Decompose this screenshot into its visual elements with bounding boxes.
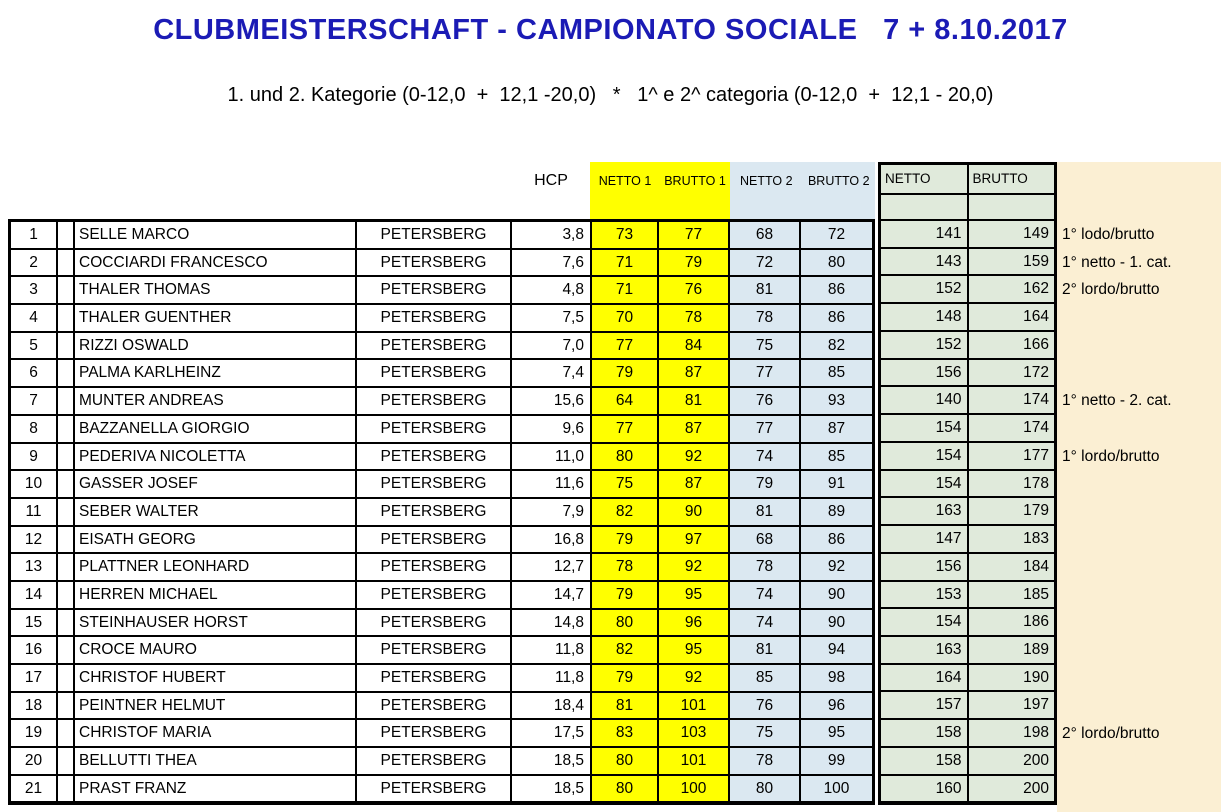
brutto2-cell: 95 (801, 720, 872, 746)
netto-total-cell: 156 (881, 360, 967, 386)
netto1-cell: 78 (592, 554, 657, 580)
brutto2-column-header: BRUTTO 2 (807, 174, 870, 188)
rank-cell: 4 (11, 305, 56, 331)
hcp-cell: 9,6 (512, 416, 590, 442)
spacer-cell (58, 471, 73, 497)
netto-total-cell: 156 (881, 554, 967, 580)
brutto2-cell: 86 (801, 527, 872, 553)
netto-total-cell: 153 (881, 582, 967, 608)
netto2-cell: 74 (730, 610, 799, 636)
netto1-cell: 82 (592, 499, 657, 525)
netto-total-cell: 154 (881, 415, 967, 441)
brutto2-cell: 85 (801, 444, 872, 470)
netto2-cell: 81 (730, 499, 799, 525)
name-cell: PRAST FRANZ (75, 776, 355, 802)
rank-cell: 7 (11, 388, 56, 414)
netto2-cell: 81 (730, 277, 799, 303)
prize-annotation: 1° lodo/brutto (1062, 226, 1155, 243)
netto1-cell: 75 (592, 471, 657, 497)
brutto2-cell: 93 (801, 388, 872, 414)
club-cell: PETERSBERG (357, 222, 510, 248)
name-cell: THALER THOMAS (75, 277, 355, 303)
netto2-cell: 78 (730, 748, 799, 774)
brutto1-cell: 76 (659, 277, 728, 303)
name-cell: COCCIARDI FRANCESCO (75, 250, 355, 276)
brutto-total-cell: 159 (969, 249, 1055, 275)
name-cell: HERREN MICHAEL (75, 582, 355, 608)
hcp-cell: 15,6 (512, 388, 590, 414)
prize-annotation: 2° lordo/brutto (1062, 281, 1160, 299)
club-cell: PETERSBERG (357, 527, 510, 553)
brutto1-cell: 96 (659, 610, 728, 636)
brutto2-cell: 87 (801, 416, 872, 442)
netto-total-cell: 141 (881, 221, 967, 247)
netto2-cell: 72 (730, 250, 799, 276)
netto-total-cell: 147 (881, 526, 967, 552)
prize-annotation: 1° lordo/brutto (1062, 447, 1160, 465)
netto1-cell: 79 (592, 582, 657, 608)
club-cell: PETERSBERG (357, 720, 510, 746)
netto2-cell: 68 (730, 527, 799, 553)
hcp-cell: 4,8 (512, 277, 590, 303)
page-title: CLUBMEISTERSCHAFT - CAMPIONATO SOCIALE 7 + 8.10.2017 (153, 14, 1068, 46)
netto1-cell: 79 (592, 360, 657, 386)
spacer-cell (58, 527, 73, 553)
brutto2-cell: 91 (801, 471, 872, 497)
netto-total-cell: 163 (881, 637, 967, 663)
brutto2-cell: 96 (801, 693, 872, 719)
netto1-cell: 64 (592, 388, 657, 414)
netto1-cell: 80 (592, 610, 657, 636)
annotations-panel (1057, 162, 1221, 812)
brutto-total-cell: 177 (969, 443, 1055, 469)
club-cell: PETERSBERG (357, 444, 510, 470)
netto2-column-header: NETTO 2 (739, 174, 793, 188)
netto1-cell: 77 (592, 333, 657, 359)
brutto1-cell: 101 (659, 748, 728, 774)
brutto1-cell: 92 (659, 554, 728, 580)
hcp-cell: 18,5 (512, 748, 590, 774)
rank-cell: 21 (11, 776, 56, 802)
club-cell: PETERSBERG (357, 250, 510, 276)
spacer-cell (58, 637, 73, 663)
brutto-total-cell: 189 (969, 637, 1055, 663)
spacer-cell (58, 305, 73, 331)
netto1-cell: 79 (592, 665, 657, 691)
netto-total-cell: 154 (881, 443, 967, 469)
brutto2-cell: 86 (801, 305, 872, 331)
club-cell: PETERSBERG (357, 499, 510, 525)
totals-spacer-cell (969, 195, 1055, 219)
brutto-total-cell: 149 (969, 221, 1055, 247)
spacer-cell (58, 554, 73, 580)
netto1-cell: 80 (592, 444, 657, 470)
brutto2-cell: 94 (801, 637, 872, 663)
round2-header (730, 162, 875, 219)
netto1-cell: 77 (592, 416, 657, 442)
brutto-total-cell: 184 (969, 554, 1055, 580)
brutto2-cell: 92 (801, 554, 872, 580)
brutto-total-cell: 198 (969, 720, 1055, 746)
brutto2-cell: 90 (801, 610, 872, 636)
brutto-total-cell: 197 (969, 692, 1055, 718)
netto2-cell: 77 (730, 360, 799, 386)
netto2-cell: 75 (730, 720, 799, 746)
netto2-cell: 80 (730, 776, 799, 802)
brutto-total-cell: 174 (969, 415, 1055, 441)
brutto1-cell: 95 (659, 582, 728, 608)
club-cell: PETERSBERG (357, 582, 510, 608)
club-cell: PETERSBERG (357, 360, 510, 386)
name-cell: GASSER JOSEF (75, 471, 355, 497)
brutto-total-cell: 185 (969, 582, 1055, 608)
club-cell: PETERSBERG (357, 388, 510, 414)
brutto2-cell: 100 (801, 776, 872, 802)
brutto-total-cell: 172 (969, 360, 1055, 386)
brutto-total-cell: 200 (969, 776, 1055, 802)
brutto-total-cell: 164 (969, 304, 1055, 330)
brutto2-cell: 86 (801, 277, 872, 303)
rank-cell: 3 (11, 277, 56, 303)
brutto-total-cell: 166 (969, 332, 1055, 358)
netto-total-cell: 143 (881, 249, 967, 275)
brutto2-cell: 80 (801, 250, 872, 276)
spacer-cell (58, 499, 73, 525)
hcp-cell: 14,8 (512, 610, 590, 636)
netto2-cell: 79 (730, 471, 799, 497)
hcp-cell: 3,8 (512, 222, 590, 248)
netto2-cell: 76 (730, 693, 799, 719)
round1-header (590, 162, 730, 219)
club-cell: PETERSBERG (357, 277, 510, 303)
rank-cell: 20 (11, 748, 56, 774)
spacer-cell (58, 388, 73, 414)
brutto-total-cell: 174 (969, 387, 1055, 413)
rank-cell: 11 (11, 499, 56, 525)
rank-cell: 1 (11, 222, 56, 248)
brutto1-cell: 92 (659, 444, 728, 470)
subtitle: 1. und 2. Kategorie (0-12,0 + 12,1 -20,0) * 1^ e 2^ categoria (0-12,0 + 12,1 - 20,0) (227, 84, 994, 106)
rank-cell: 6 (11, 360, 56, 386)
brutto-total-cell: 179 (969, 498, 1055, 524)
brutto1-cell: 103 (659, 720, 728, 746)
spacer-cell (58, 582, 73, 608)
spacer-cell (58, 748, 73, 774)
hcp-cell: 7,0 (512, 333, 590, 359)
spacer-cell (58, 277, 73, 303)
brutto1-cell: 77 (659, 222, 728, 248)
brutto1-cell: 97 (659, 527, 728, 553)
brutto1-cell: 79 (659, 250, 728, 276)
spacer-cell (58, 720, 73, 746)
rank-cell: 19 (11, 720, 56, 746)
brutto1-cell: 81 (659, 388, 728, 414)
hcp-cell: 11,8 (512, 665, 590, 691)
hcp-cell: 11,0 (512, 444, 590, 470)
spacer-cell (58, 776, 73, 802)
brutto-total-cell: 190 (969, 665, 1055, 691)
rank-cell: 18 (11, 693, 56, 719)
brutto1-cell: 87 (659, 471, 728, 497)
rank-cell: 10 (11, 471, 56, 497)
club-cell: PETERSBERG (357, 665, 510, 691)
netto-total-column-header: NETTO (881, 165, 967, 193)
hcp-cell: 14,7 (512, 582, 590, 608)
name-cell: PEINTNER HELMUT (75, 693, 355, 719)
hcp-cell: 16,8 (512, 527, 590, 553)
netto1-cell: 80 (592, 776, 657, 802)
spacer-cell (58, 444, 73, 470)
netto-total-cell: 163 (881, 498, 967, 524)
rank-cell: 17 (11, 665, 56, 691)
hcp-cell: 18,5 (512, 776, 590, 802)
totals-box (878, 162, 1057, 805)
netto2-cell: 68 (730, 222, 799, 248)
name-cell: THALER GUENTHER (75, 305, 355, 331)
netto-total-cell: 154 (881, 609, 967, 635)
club-cell: PETERSBERG (357, 333, 510, 359)
netto2-cell: 75 (730, 333, 799, 359)
hcp-cell: 11,6 (512, 471, 590, 497)
brutto1-cell: 95 (659, 637, 728, 663)
netto1-cell: 71 (592, 277, 657, 303)
hcp-column-header: HCP (534, 172, 568, 189)
brutto1-cell: 90 (659, 499, 728, 525)
spacer-cell (58, 333, 73, 359)
hcp-cell: 7,4 (512, 360, 590, 386)
rank-cell: 2 (11, 250, 56, 276)
brutto1-cell: 87 (659, 416, 728, 442)
netto2-cell: 81 (730, 637, 799, 663)
netto-total-cell: 157 (881, 692, 967, 718)
netto2-cell: 78 (730, 305, 799, 331)
name-cell: PEDERIVA NICOLETTA (75, 444, 355, 470)
hcp-cell: 7,5 (512, 305, 590, 331)
netto2-cell: 78 (730, 554, 799, 580)
prize-annotation: 1° netto - 2. cat. (1062, 392, 1172, 410)
brutto-total-column-header: BRUTTO (969, 165, 1055, 193)
rank-cell: 8 (11, 416, 56, 442)
netto2-cell: 74 (730, 582, 799, 608)
name-cell: CROCE MAURO (75, 637, 355, 663)
club-cell: PETERSBERG (357, 610, 510, 636)
netto1-cell: 71 (592, 250, 657, 276)
brutto1-column-header: BRUTTO 1 (664, 174, 726, 188)
netto2-cell: 74 (730, 444, 799, 470)
spacer-cell (58, 250, 73, 276)
name-cell: PALMA KARLHEINZ (75, 360, 355, 386)
spacer-cell (58, 693, 73, 719)
rank-cell: 5 (11, 333, 56, 359)
brutto2-cell: 85 (801, 360, 872, 386)
netto-total-cell: 158 (881, 748, 967, 774)
brutto-total-cell: 200 (969, 748, 1055, 774)
brutto-total-cell: 183 (969, 526, 1055, 552)
netto1-cell: 82 (592, 637, 657, 663)
name-cell: STEINHAUSER HORST (75, 610, 355, 636)
brutto2-cell: 90 (801, 582, 872, 608)
name-cell: RIZZI OSWALD (75, 333, 355, 359)
rank-cell: 15 (11, 610, 56, 636)
netto-total-cell: 154 (881, 471, 967, 497)
brutto-total-cell: 186 (969, 609, 1055, 635)
name-cell: BAZZANELLA GIORGIO (75, 416, 355, 442)
name-cell: CHRISTOF MARIA (75, 720, 355, 746)
netto-total-cell: 152 (881, 332, 967, 358)
club-cell: PETERSBERG (357, 637, 510, 663)
name-cell: SELLE MARCO (75, 222, 355, 248)
netto-total-cell: 160 (881, 776, 967, 802)
netto2-cell: 85 (730, 665, 799, 691)
netto1-cell: 83 (592, 720, 657, 746)
hcp-cell: 7,9 (512, 499, 590, 525)
brutto2-cell: 89 (801, 499, 872, 525)
results-table (8, 219, 875, 805)
netto2-cell: 77 (730, 416, 799, 442)
name-cell: SEBER WALTER (75, 499, 355, 525)
spacer-cell (58, 222, 73, 248)
spacer-cell (58, 610, 73, 636)
brutto2-cell: 99 (801, 748, 872, 774)
club-cell: PETERSBERG (357, 471, 510, 497)
brutto1-cell: 92 (659, 665, 728, 691)
netto-total-cell: 152 (881, 276, 967, 302)
hcp-cell: 17,5 (512, 720, 590, 746)
totals-spacer-cell (881, 195, 967, 219)
rank-cell: 9 (11, 444, 56, 470)
club-cell: PETERSBERG (357, 416, 510, 442)
rank-cell: 13 (11, 554, 56, 580)
spacer-cell (58, 360, 73, 386)
name-cell: MUNTER ANDREAS (75, 388, 355, 414)
netto2-cell: 76 (730, 388, 799, 414)
brutto1-cell: 84 (659, 333, 728, 359)
netto-total-cell: 164 (881, 665, 967, 691)
netto-total-cell: 140 (881, 387, 967, 413)
club-cell: PETERSBERG (357, 554, 510, 580)
club-cell: PETERSBERG (357, 305, 510, 331)
brutto1-cell: 101 (659, 693, 728, 719)
netto1-cell: 79 (592, 527, 657, 553)
rank-cell: 12 (11, 527, 56, 553)
brutto2-cell: 82 (801, 333, 872, 359)
brutto1-cell: 100 (659, 776, 728, 802)
netto1-cell: 80 (592, 748, 657, 774)
hcp-cell: 18,4 (512, 693, 590, 719)
brutto-total-cell: 162 (969, 276, 1055, 302)
name-cell: EISATH GEORG (75, 527, 355, 553)
netto-total-cell: 148 (881, 304, 967, 330)
brutto1-cell: 87 (659, 360, 728, 386)
rank-cell: 14 (11, 582, 56, 608)
name-cell: CHRISTOF HUBERT (75, 665, 355, 691)
brutto1-cell: 78 (659, 305, 728, 331)
brutto-total-cell: 178 (969, 471, 1055, 497)
prize-annotation: 1° netto - 1. cat. (1062, 253, 1172, 271)
name-cell: PLATTNER LEONHARD (75, 554, 355, 580)
name-cell: BELLUTTI THEA (75, 748, 355, 774)
club-cell: PETERSBERG (357, 748, 510, 774)
netto1-cell: 73 (592, 222, 657, 248)
rank-cell: 16 (11, 637, 56, 663)
hcp-cell: 12,7 (512, 554, 590, 580)
netto1-cell: 81 (592, 693, 657, 719)
netto1-cell: 70 (592, 305, 657, 331)
spacer-cell (58, 416, 73, 442)
netto1-column-header: NETTO 1 (598, 174, 652, 188)
prize-annotation: 2° lordo/brutto (1062, 724, 1160, 742)
hcp-cell: 7,6 (512, 250, 590, 276)
hcp-cell: 11,8 (512, 637, 590, 663)
spacer-cell (58, 665, 73, 691)
netto-total-cell: 158 (881, 720, 967, 746)
club-cell: PETERSBERG (357, 776, 510, 802)
brutto2-cell: 98 (801, 665, 872, 691)
club-cell: PETERSBERG (357, 693, 510, 719)
brutto2-cell: 72 (801, 222, 872, 248)
